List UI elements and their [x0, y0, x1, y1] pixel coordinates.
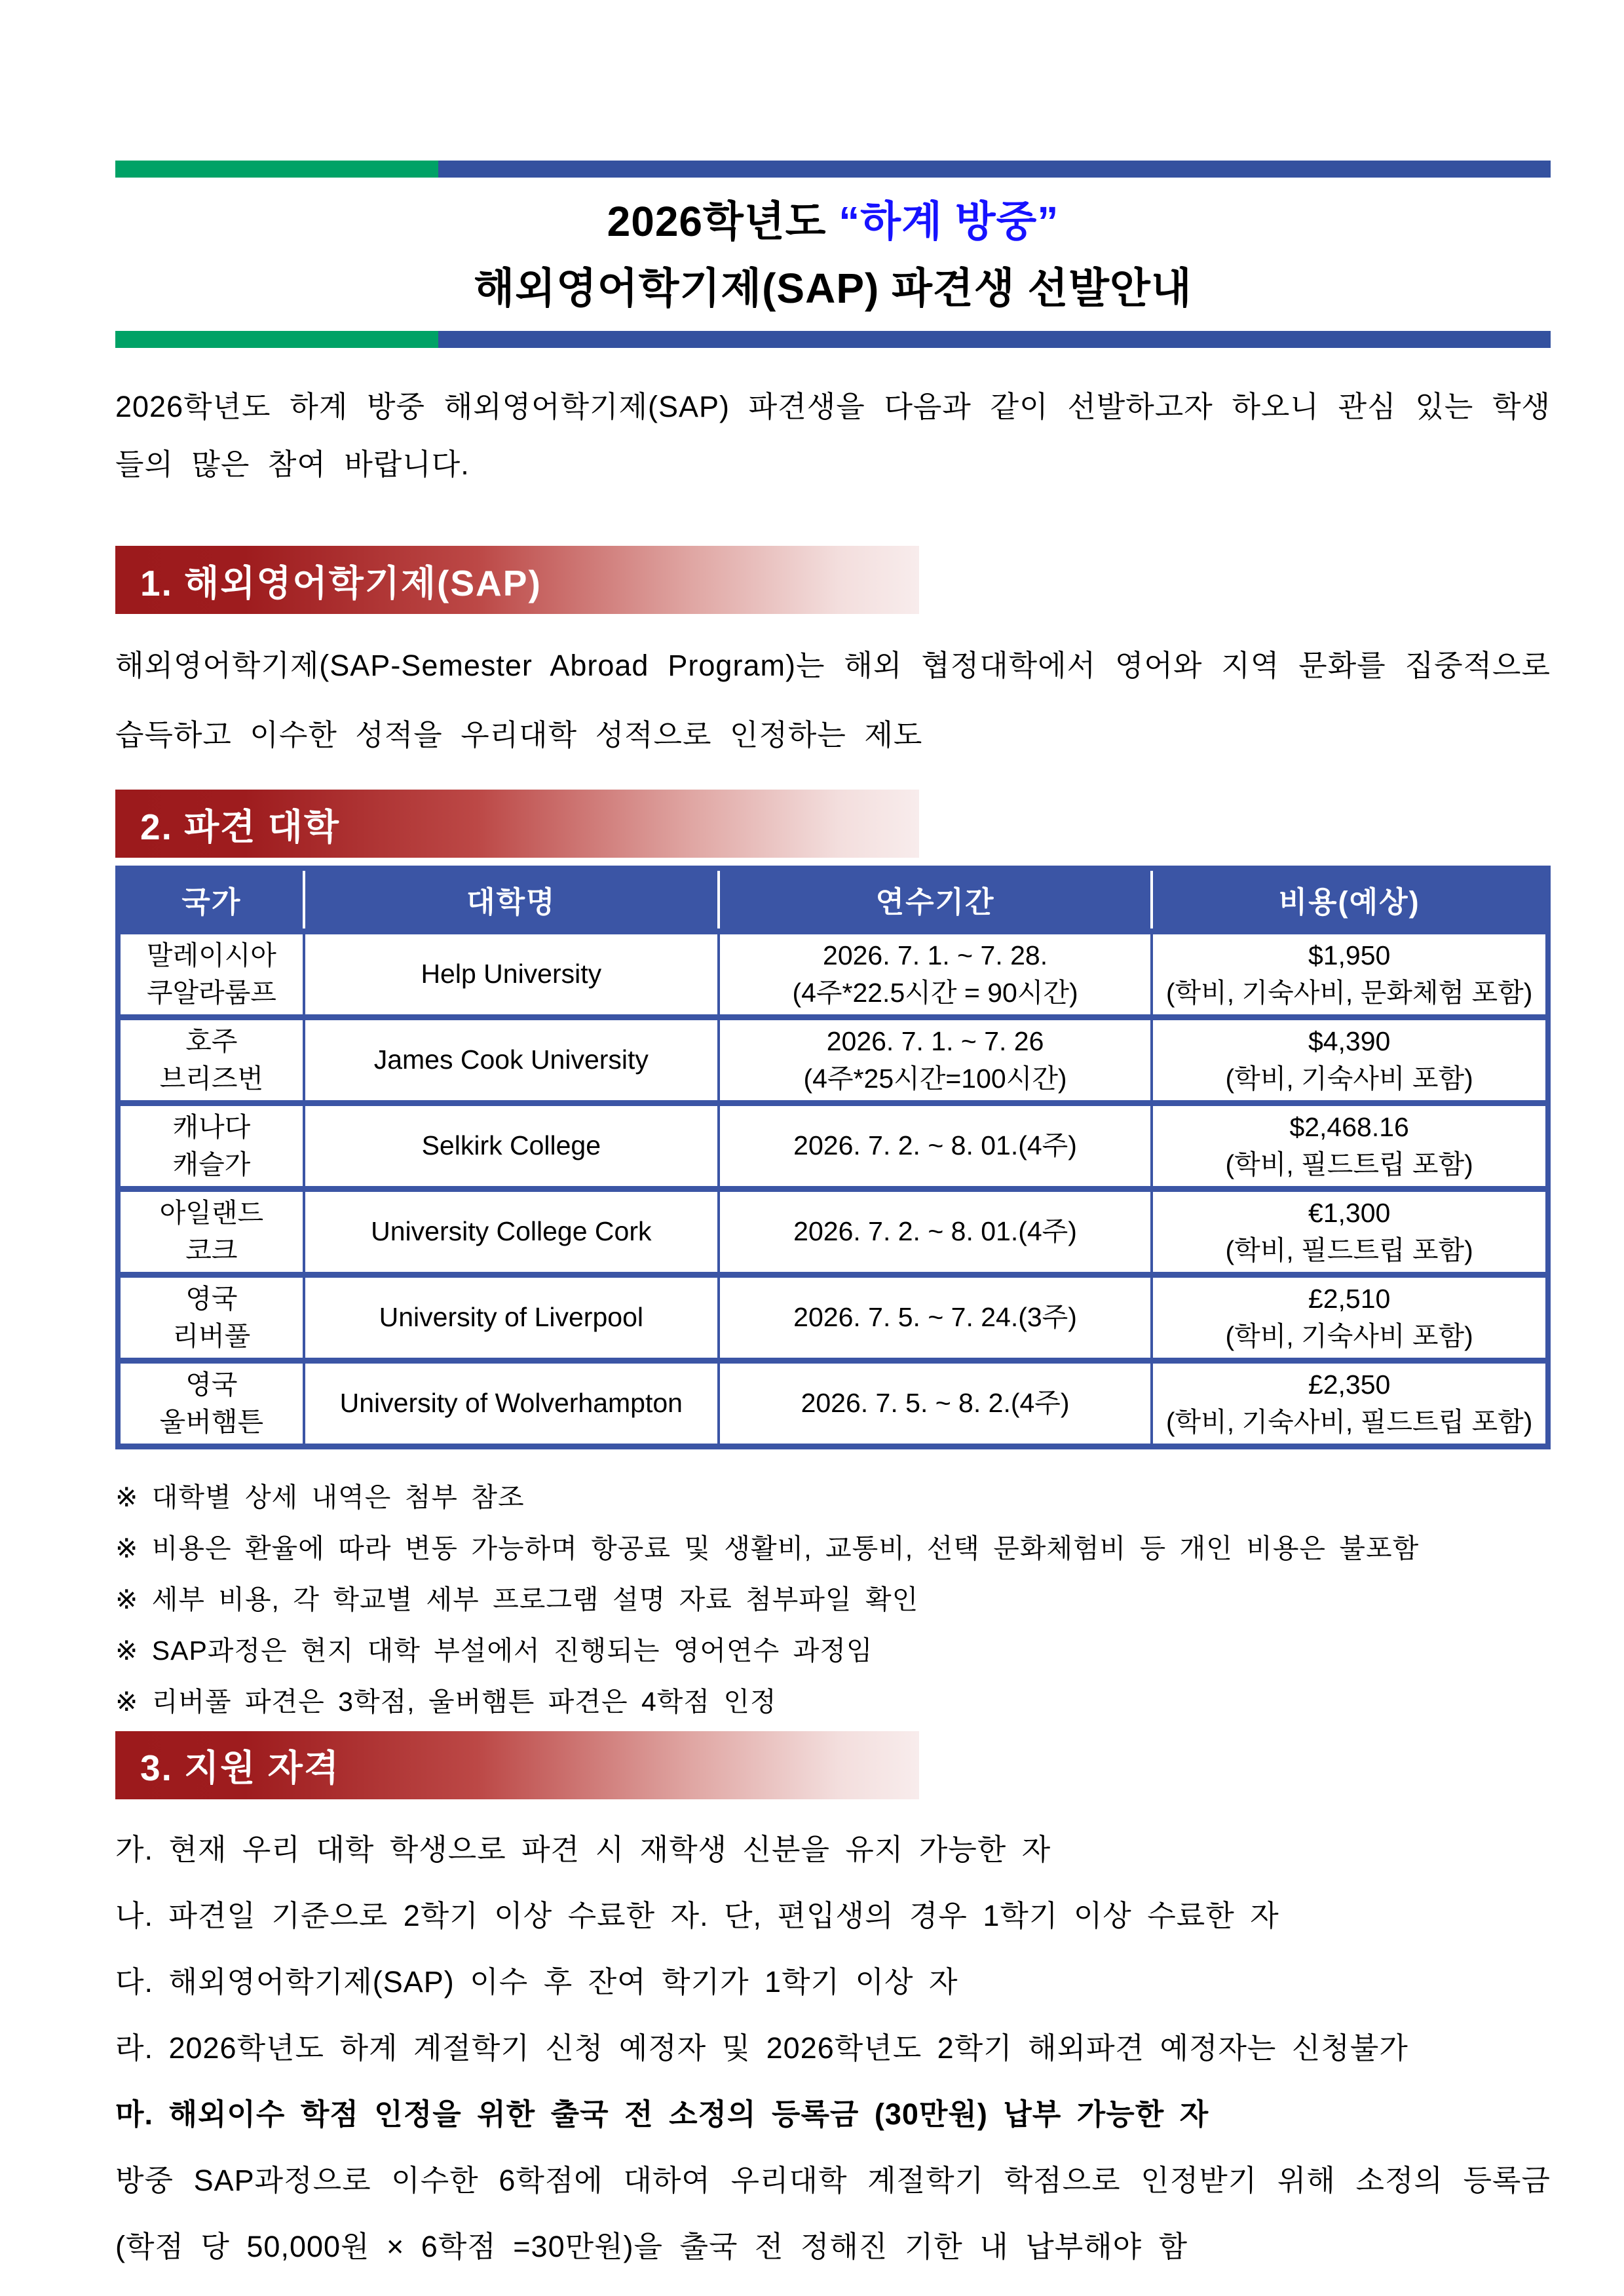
- section-1-heading: 1. 해외영어학기제(SAP): [115, 546, 919, 614]
- eligibility-list: [115, 1816, 1551, 2280]
- dispatch-universities-table: [115, 866, 1551, 1449]
- col-header-country: 국가: [118, 868, 304, 931]
- cell-cost: £2,510 (학비, 기숙사비 포함): [1152, 1274, 1548, 1360]
- col-header-period: 연수기간: [719, 868, 1152, 931]
- divider-blue-segment: [438, 161, 1551, 178]
- table-row: [118, 1189, 1548, 1274]
- cell-period: 2026. 7. 2. ~ 8. 01.(4주): [719, 1103, 1152, 1189]
- title-line-2: 해외영어학기제(SAP) 파견생 선발안내: [474, 265, 1192, 312]
- bottom-divider: [115, 331, 1551, 348]
- table-row: [118, 931, 1548, 1017]
- cell-period: 2026. 7. 5. ~ 8. 2.(4주): [719, 1360, 1152, 1446]
- table-header-row: [118, 868, 1548, 931]
- eligibility-item: 라. 2026학년도 하계 계절학기 신청 예정자 및 2026학년도 2학기 해외파견 예정자는 신청불가: [115, 2031, 1408, 2065]
- cell-country: 말레이시아 쿠알라룸프: [118, 931, 304, 1017]
- divider-green-segment: [115, 161, 438, 178]
- cell-country: 아일랜드 코크: [118, 1189, 304, 1274]
- eligibility-item: 다. 해외영어학기제(SAP) 이수 후 잔여 학기가 1학기 이상 자: [115, 1964, 958, 1999]
- cell-university: University of Wolverhampton: [304, 1360, 719, 1446]
- cell-country: 캐나다 캐슬가: [118, 1103, 304, 1189]
- table-row: [118, 1360, 1548, 1446]
- col-header-university: 대학명: [304, 868, 719, 931]
- divider-green-segment: [115, 331, 438, 348]
- cell-cost: $1,950 (학비, 기숙사비, 문화체험 포함): [1152, 931, 1548, 1017]
- cell-period: 2026. 7. 1. ~ 7. 28. (4주*22.5시간 = 90시간): [719, 931, 1152, 1017]
- cell-university: James Cook University: [304, 1017, 719, 1103]
- title-line-1: [115, 188, 1551, 255]
- cell-period: 2026. 7. 5. ~ 7. 24.(3주): [719, 1274, 1152, 1360]
- cell-university: University College Cork: [304, 1189, 719, 1274]
- page-title: [115, 178, 1551, 331]
- cell-cost: $2,468.16 (학비, 필드트립 포함): [1152, 1103, 1548, 1189]
- table-notes: [115, 1472, 1551, 1727]
- section-1-body: 해외영어학기제(SAP-Semester Abroad Program)는 해외 협정대학에서 영어와 지역 문화를 집중적으로 습득하고 이수한 성적을 우리대학 성적으로 인정하는 제도: [115, 649, 1551, 752]
- eligibility-supplement: 방중 SAP과정으로 이수한 6학점에 대하여 우리대학 계절학기 학점으로 인정받기 위해 소정의 등록금(학점 당 50,000원 × 6학점 =30만원)을 출국 전 정해진 기한 내 납부해야 함: [115, 2163, 1551, 2263]
- cell-period: 2026. 7. 2. ~ 8. 01.(4주): [719, 1189, 1152, 1274]
- table-row: [118, 1017, 1548, 1103]
- cell-cost: £2,350 (학비, 기숙사비, 필드트립 포함): [1152, 1360, 1548, 1446]
- note-line: ※ SAP과정은 현지 대학 부설에서 진행되는 영어연수 과정임: [115, 1635, 873, 1666]
- cell-country: 영국 리버풀: [118, 1274, 304, 1360]
- cell-university: Help University: [304, 931, 719, 1017]
- cell-university: Selkirk College: [304, 1103, 719, 1189]
- eligibility-item-bold: 마. 해외이수 학점 인정을 위한 출국 전 소정의 등록금 (30만원) 납부 가능한 자: [115, 2097, 1209, 2131]
- section-3-heading: 3. 지원 자격: [115, 1731, 919, 1799]
- section-2-heading: 2. 파견 대학: [115, 790, 919, 858]
- table-row: [118, 1274, 1548, 1360]
- col-header-cost: 비용(예상): [1152, 868, 1548, 931]
- title-highlight-text: “하계 방중”: [839, 198, 1059, 245]
- note-line: ※ 리버풀 파견은 3학점, 울버햄튼 파견은 4학점 인정: [115, 1686, 777, 1717]
- title-year-text: 2026학년도: [607, 198, 839, 245]
- table-row: [118, 1103, 1548, 1189]
- cell-cost: €1,300 (학비, 필드트립 포함): [1152, 1189, 1548, 1274]
- cell-cost: $4,390 (학비, 기숙사비 포함): [1152, 1017, 1548, 1103]
- cell-university: University of Liverpool: [304, 1274, 719, 1360]
- cell-period: 2026. 7. 1. ~ 7. 26 (4주*25시간=100시간): [719, 1017, 1152, 1103]
- eligibility-item: 나. 파견일 기준으로 2학기 이상 수료한 자. 단, 편입생의 경우 1학기 이상 수료한 자: [115, 1898, 1279, 1932]
- note-line: ※ 대학별 상세 내역은 첨부 참조: [115, 1482, 525, 1512]
- intro-paragraph: 2026학년도 하계 방중 해외영어학기제(SAP) 파견생을 다음과 같이 선발하고자 하오니 관심 있는 학생들의 많은 참여 바랍니다.: [115, 390, 1551, 481]
- divider-blue-segment: [438, 331, 1551, 348]
- cell-country: 호주 브리즈번: [118, 1017, 304, 1103]
- top-divider: [115, 161, 1551, 178]
- eligibility-item: 가. 현재 우리 대학 학생으로 파견 시 재학생 신분을 유지 가능한 자: [115, 1832, 1051, 1866]
- note-line: ※ 비용은 환율에 따라 변동 가능하며 항공료 및 생활비, 교통비, 선택 문화체험비 등 개인 비용은 불포함: [115, 1533, 1420, 1563]
- cell-country: 영국 울버햄튼: [118, 1360, 304, 1446]
- note-line: ※ 세부 비용, 각 학교별 세부 프로그램 설명 자료 첨부파일 확인: [115, 1584, 919, 1615]
